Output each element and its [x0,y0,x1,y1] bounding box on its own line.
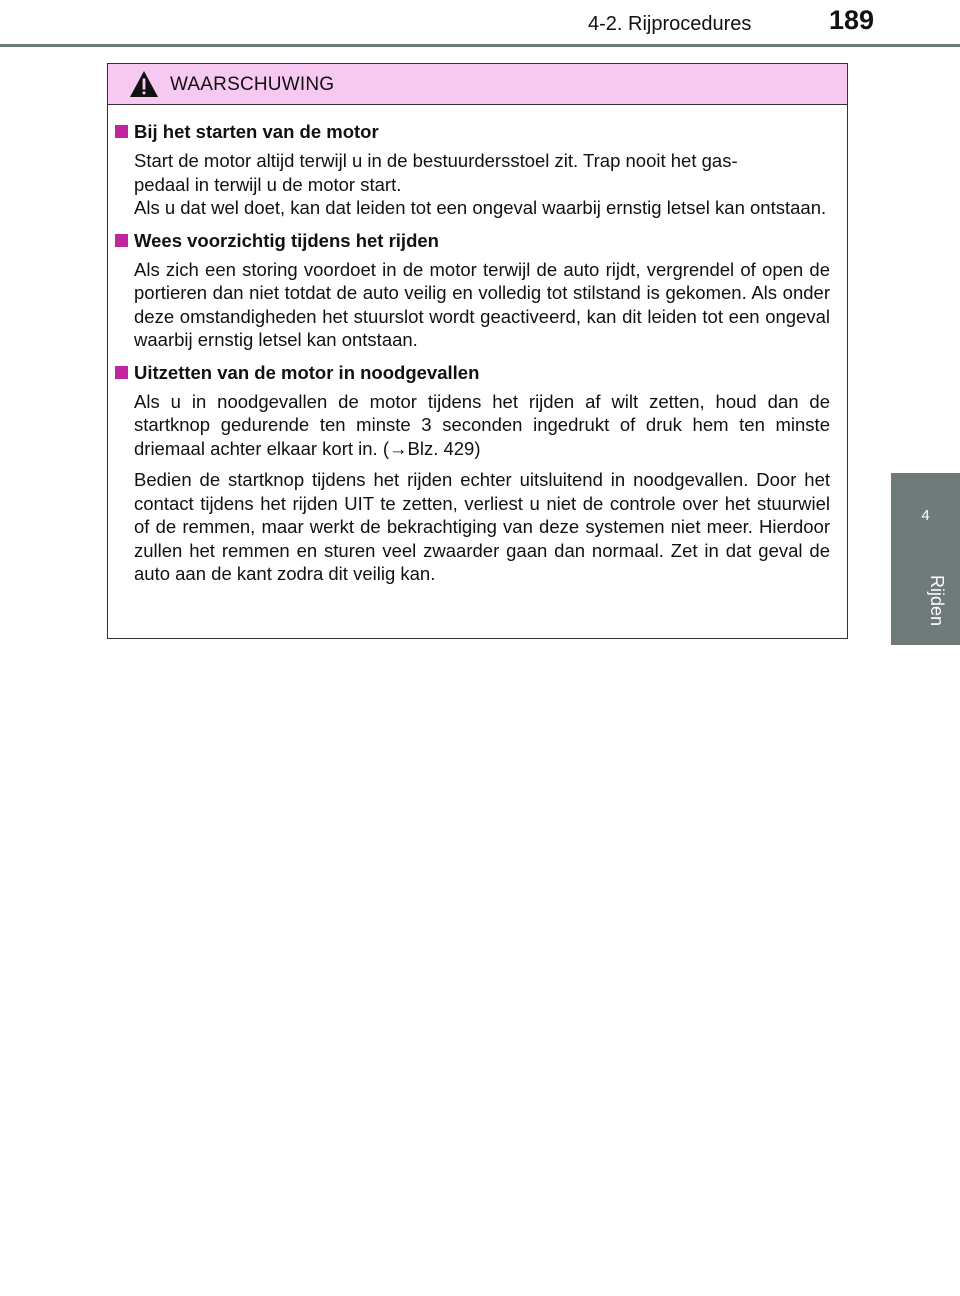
header-divider [0,44,960,47]
warning-header [108,64,847,105]
item-paragraph: Start de motor altijd terwijl u in de bestuurdersstoel zit. Trap nooit het gas- pedaal in terwijl u de motor start. Als u dat wel doet, kan dat leiden tot een ongeval waarbij ernstig letsel kan ontstaan. [134,150,827,218]
warning-triangle-icon [129,70,159,98]
item-heading-text: Bij het starten van de motor [134,121,379,142]
warning-item [113,228,830,352]
chapter-tab [891,473,960,645]
chapter-number: 4 [921,507,930,524]
item-heading [113,360,830,386]
item-heading [113,228,830,254]
item-paragraph: Als u in noodgevallen de motor tijdens het rijden af wilt zetten, houd dan de startknop gedurende ten minste 3 seconden ingedrukt of druk hem ten minste driemaal achter elkaar kort in. (→Blz. 429) [134,390,830,459]
item-heading-text: Wees voorzichtig tijdens het rijden [134,229,439,251]
square-bullet-icon [115,234,128,247]
warning-item [113,360,830,586]
warning-title: WAARSCHUWING [170,74,335,95]
page-number: 189 [829,5,875,35]
item-paragraph: Bedien de startknop tijdens het rijden echter uitsluitend in noodgevallen. Door het contact tijdens het rijden UIT te zetten, verliest u niet de controle over het stuurwiel of de remmen, maar werkt de bekrachtiging van deze systemen niet meer. Hierdoor zullen het remmen en sturen veel zwaarder gaan dan normaal. Zet in dat geval de auto aan de kant zodra dit veilig kan. [134,469,830,584]
item-heading [113,119,830,145]
square-bullet-icon [115,366,128,379]
square-bullet-icon [115,125,128,138]
item-heading-text: Uitzetten van de motor in noodgevallen [134,361,480,383]
warning-item [113,119,830,220]
warning-body [108,105,847,586]
chapter-label: Rijden [927,575,947,627]
section-title: 4-2. Rijprocedures [588,13,752,35]
item-paragraph: Als zich een storing voordoet in de motor terwijl de auto rijdt, vergrendel of open de portieren dan niet totdat de auto veilig en volledig tot stilstand is gekomen. Als onder deze omstandigheden het stuurslot wordt geactiveerd, kan dit leiden tot een ongeval waarbij ernstig letsel kan ontstaan. [134,258,830,350]
warning-box [107,63,848,639]
